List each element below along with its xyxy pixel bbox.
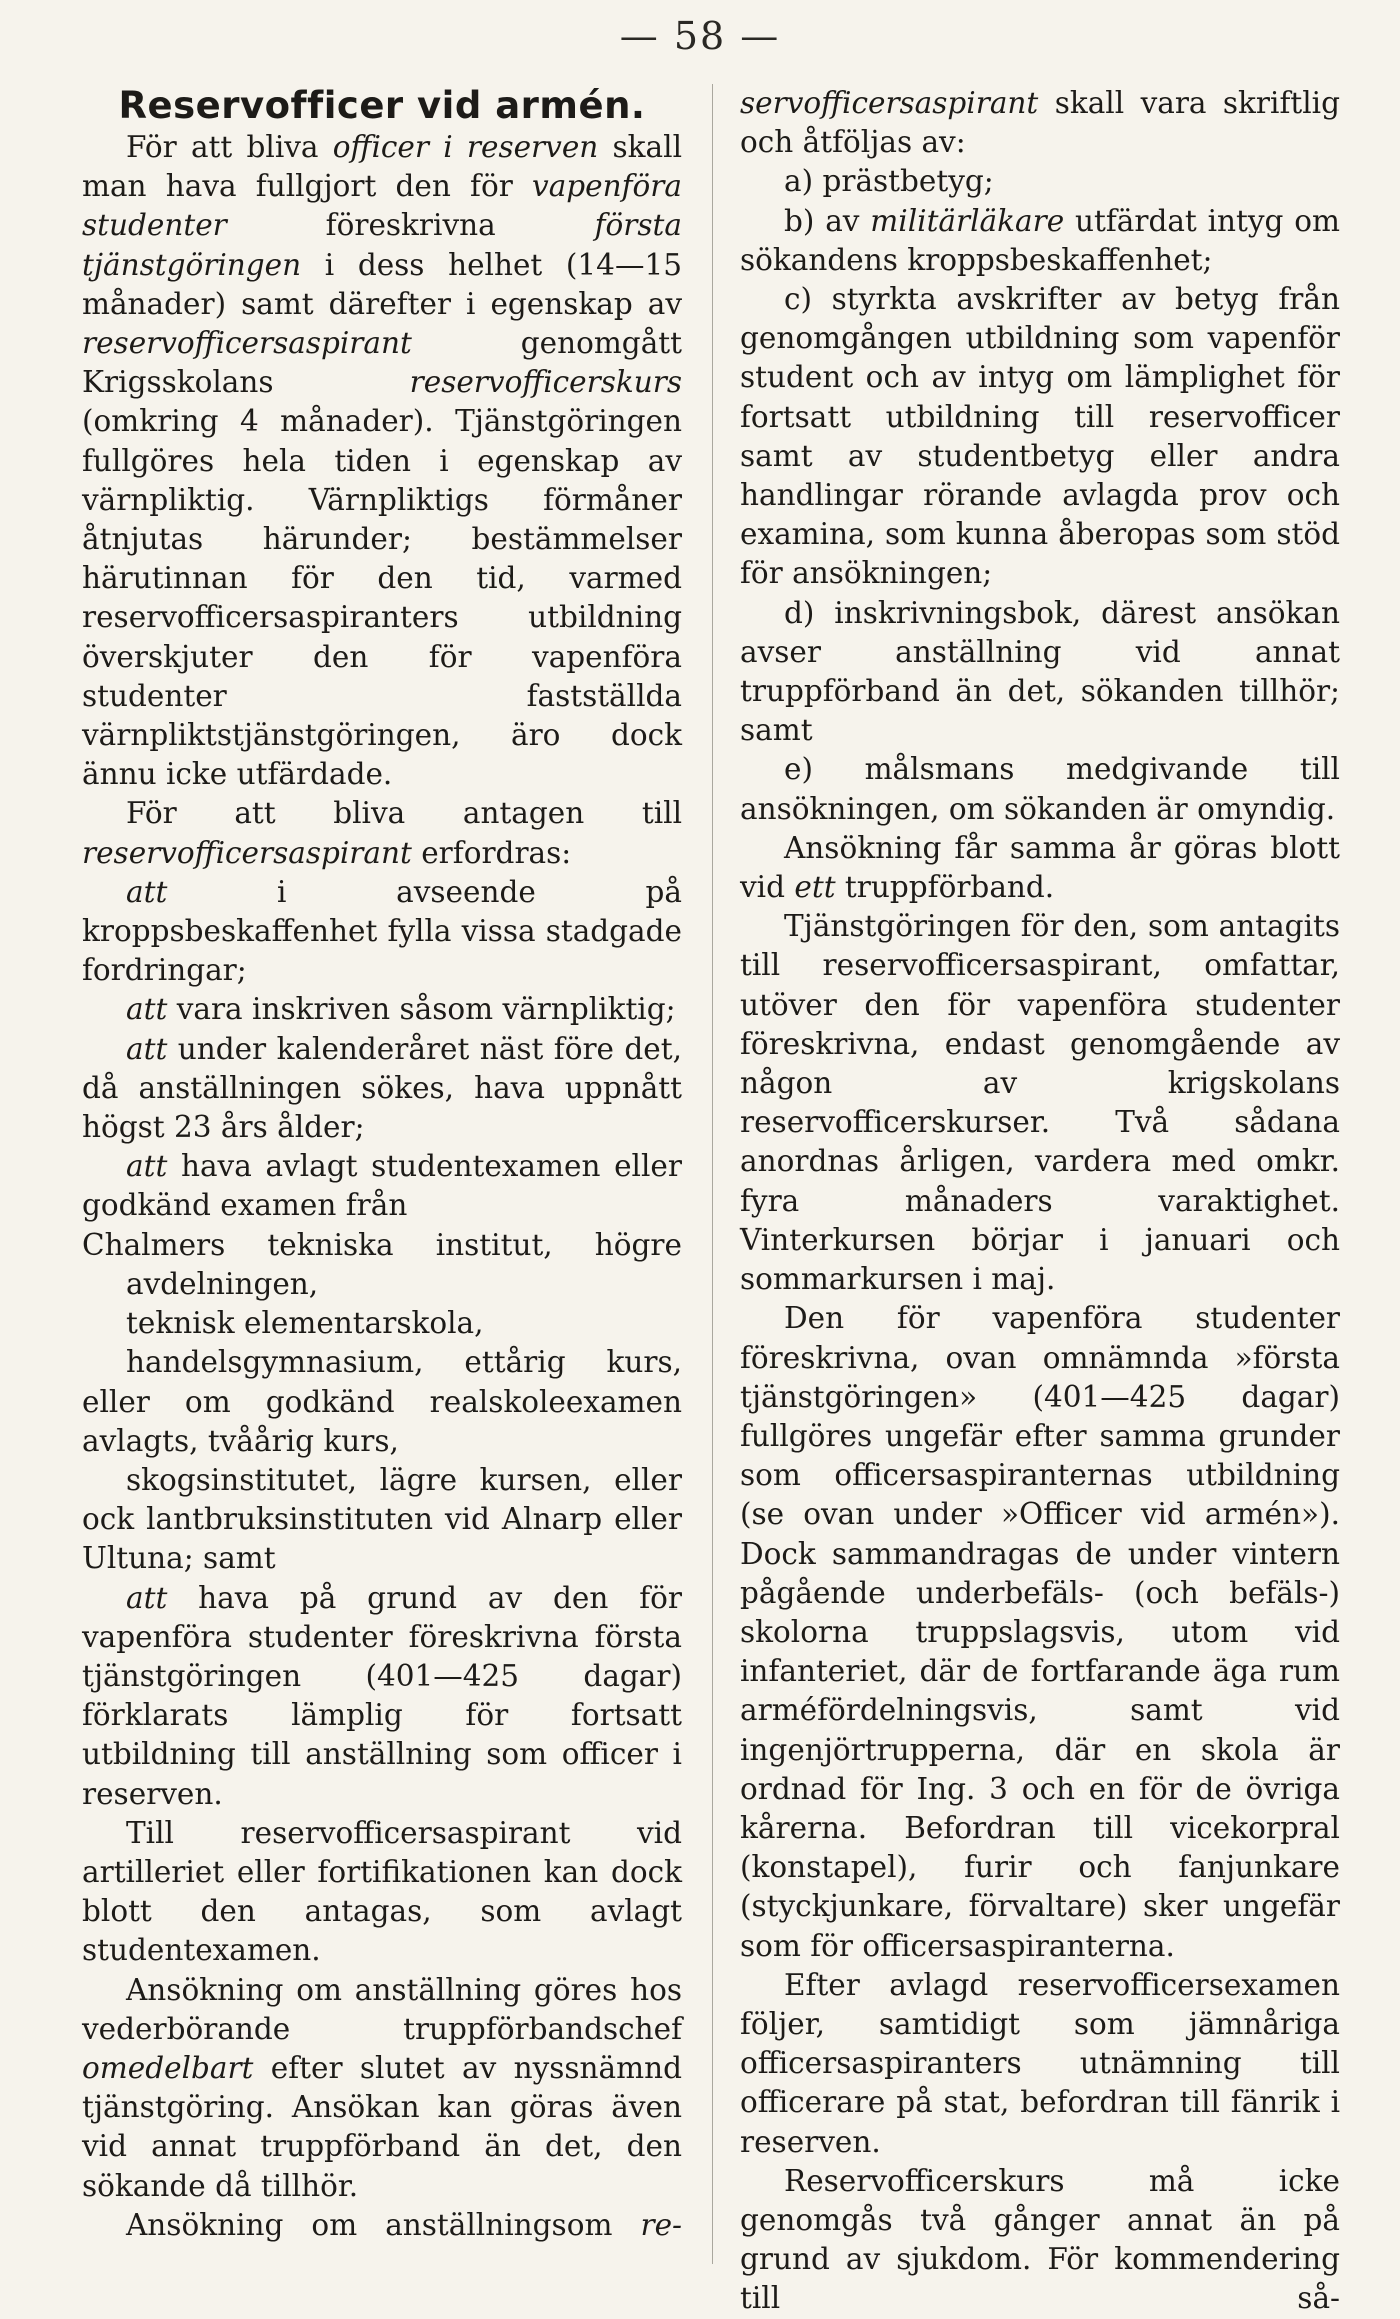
exam-option: Chalmers tekniska institut, högre avdelningen, [82, 1227, 682, 1301]
attachment-item: d) inskrivningsbok, därest ansökan avser anställning vid annat truppförband än det, sökanden tillhör; samt [740, 595, 1340, 748]
exam-option: teknisk elementarskola, [126, 1306, 484, 1341]
attachment-item: c) styrkta avskrifter av betyg från genomgången utbildning som vapenför student och av intyg om lämplighet för fortsatt utbildning till reservofficer samt av studentbetyg eller andra handlingar rörande avlagda prov och examina, som kunna åberopas som stöd för ansökningen; [740, 282, 1340, 591]
requirement-item: att under kalenderåret näst före det, då anställningen sökes, hava uppnått högst 23 års ålder; [82, 1031, 682, 1145]
exam-option: handelsgymnasium, ettårig kurs, eller om godkänd realskoleexamen avlagts, tvåårig kurs, [82, 1345, 682, 1458]
requirement-item: att vara inskriven såsom värnpliktig; [126, 992, 676, 1027]
paragraph: Ansökning om anställning göres hos vederbörande truppförbandschef omedelbart efter slutet av nyssnämnd tjänstgöring. Ansökan kan göras även vid annat truppförband än det, den sökande då tillhör. [82, 1972, 682, 2203]
attachment-item: e) målsmans medgivande till ansökningen, om sökanden är omyndig. [740, 752, 1340, 826]
paragraph: Den för vapenföra studenter föreskrivna, ovan omnämnda »första tjänstgöringen» (401—425 dagar) fullgöres ungefär efter samma grunder som officersaspiranternas utbildning (se ovan under »Officer vid armén»). Dock sammandragas de under vintern pågående underbefäls- (och befäls-) skolorna truppslagsvis, utom vid infanteriet, där de fortfarande äga rum arméfördelningsvis, samt vid ingenjörtrupperna, där en skola är ordnad för Ing. 3 och en för de övriga kårerna. Befordran till vicekorpral (konstapel), furir och fanjunkare (styckjunkare, förvaltare) sker ungefär som för officersaspiranterna. [740, 1301, 1340, 1963]
paragraph: Ansökning om anställningsom re- [126, 2207, 682, 2242]
paragraph: För att bliva antagen till reservofficersaspirant erfordras: [82, 796, 682, 870]
paragraph: Tjänstgöringen för den, som antagits till reservofficersaspirant, omfattar, utöver den för vapenföra studenter föreskrivna, endast genomgående av någon av krigskolans reservofficerskurser. Två sådana anordnas årligen, vardera med omkr. fyra månaders varaktighet. Vinterkursen börjar i januari och sommarkursen i maj. [740, 909, 1340, 1297]
requirement-item: att i avseende på kroppsbeskaffenhet fylla vissa stadgade fordringar; [82, 874, 682, 988]
attachment-item: b) av militärläkare utfärdat intyg om sökandens kroppsbeskaffenhet; [740, 203, 1340, 277]
paragraph: Reservofficerskurs må icke genomgås två gånger annat än på grund av sjukdom. För kommendering till så- [740, 2163, 1340, 2316]
column-divider [712, 84, 713, 2264]
section-heading: Reservofficer vid armén. [118, 84, 646, 127]
left-column [82, 84, 682, 2284]
paragraph: För att bliva officer i reserven skall man hava fullgjort den för vapenföra studenter föreskrivna första tjänstgöringen i dess helhet (14—15 månader) samt därefter i egenskap av reservofficersaspirant genomgått Krigsskolans reservofficerskurs (omkring 4 månader). Tjänstgöringen fullgöres hela tiden i egenskap av värnpliktig. Värnpliktigs förmåner åtnjutas härunder; bestämmelser härutinnan för den tid, varmed reservofficersaspiranters utbildning överskjuter den för vapenföra studenter fastställda värnpliktstjänstgöringen, äro dock ännu icke utfärdade. [82, 130, 683, 792]
exam-option: skogsinstitutet, lägre kursen, eller ock lantbruksinstituten vid Alnarp eller Ultuna; samt [82, 1462, 682, 1576]
paragraph: Till reservofficersaspirant vid artilleriet eller fortifikationen kan dock blott den antagas, som avlagt studentexamen. [82, 1815, 682, 1968]
requirement-item: att hava på grund av den för vapenföra studenter föreskrivna första tjänstgöringen (401—425 dagar) förklarats lämplig för fortsatt utbildning till anställning som officer i reserven. [82, 1580, 682, 1811]
paragraph: Ansökning får samma år göras blott vid ett truppförband. [740, 830, 1340, 905]
right-column [740, 84, 1340, 2316]
paragraph: Efter avlagd reservofficersexamen följer, samtidigt som jämnåriga officersaspiranters utnämning till officerare på stat, befordran till fänrik i reserven. [740, 1967, 1340, 2159]
requirement-item: att hava avlagt studentexamen eller godkänd examen från [82, 1149, 682, 1223]
page-number: — 58 — [619, 14, 781, 58]
attachment-item: a) prästbetyg; [784, 164, 994, 199]
paragraph: servofficersaspirant skall vara skriftlig och åtföljas av: [740, 86, 1340, 160]
